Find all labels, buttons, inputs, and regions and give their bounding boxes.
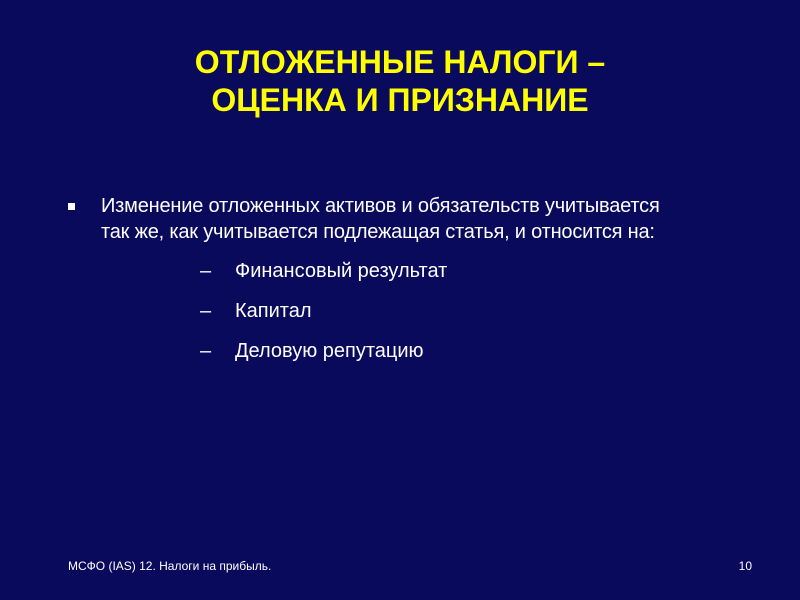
slide-title-line-1: ОТЛОЖЕННЫЕ НАЛОГИ – (194, 44, 606, 80)
square-bullet-icon (68, 203, 75, 210)
dash-icon: – (200, 300, 212, 322)
bullet-text-line-2: так же, как учитывается подлежащая статья, и относится на: (101, 221, 655, 243)
sub-bullet-text: Деловую репутацию (235, 340, 424, 362)
page-number: 10 (738, 559, 752, 573)
bullet-text-line-1: Изменение отложенных активов и обязательств учитывается (101, 195, 660, 217)
bullet-item (68, 193, 768, 245)
bullet-text (101, 193, 768, 245)
dash-icon: – (200, 260, 212, 282)
slide-title-line-2: ОЦЕНКА И ПРИЗНАНИЕ (211, 82, 589, 118)
sub-bullet-text: Финансовый результат (235, 260, 448, 282)
sub-bullet-text: Капитал (235, 300, 312, 322)
footer-caption: МСФО (IAS) 12. Налоги на прибыль. (68, 559, 272, 573)
dash-icon: – (200, 340, 212, 362)
slide-title (0, 43, 800, 119)
